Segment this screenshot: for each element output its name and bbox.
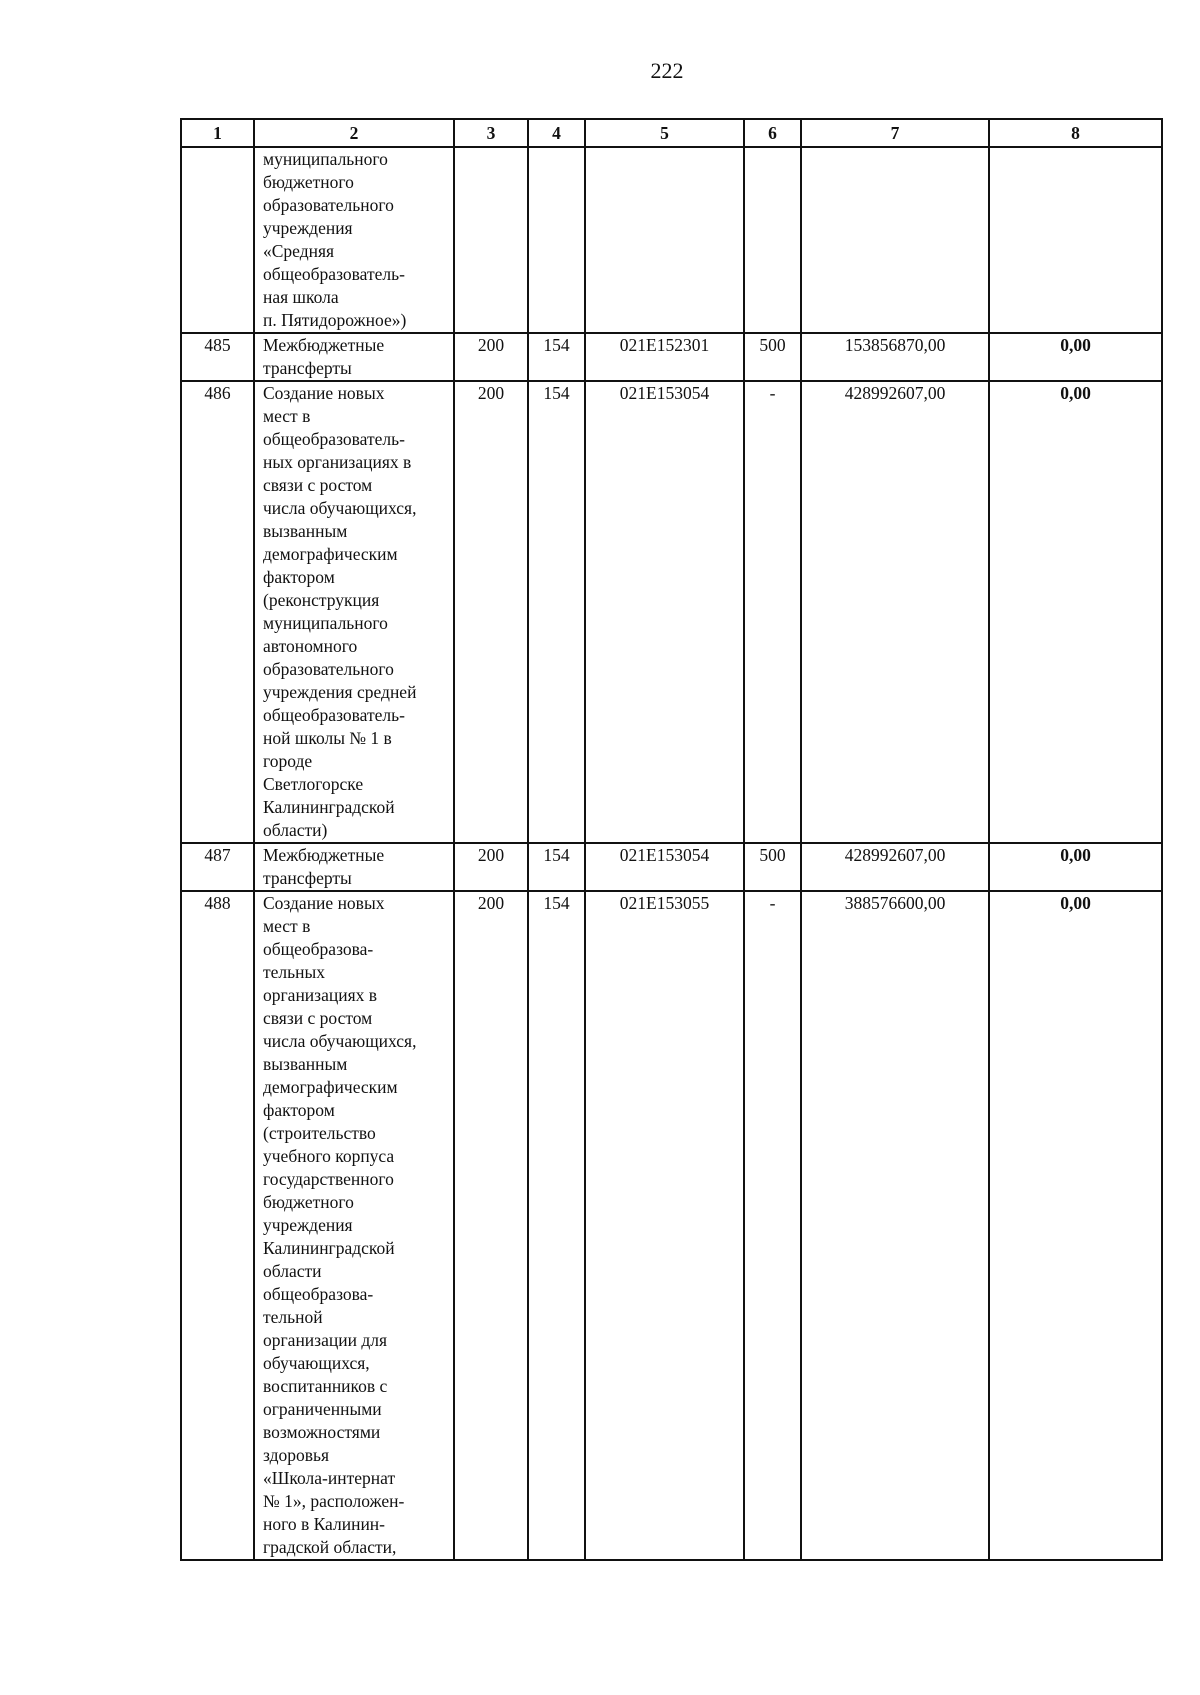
row-name-line: общеобразователь- (263, 705, 405, 725)
row-name (254, 381, 454, 843)
row-name-line: № 1», расположен- (263, 1491, 405, 1511)
row-number (181, 147, 254, 333)
row-name-line: Межбюджетные (263, 845, 385, 865)
row-name-line: организациях в (263, 985, 378, 1005)
row-name-line: связи с ростом (263, 1008, 373, 1028)
header-col-2: 2 (254, 119, 454, 147)
row-name-line: ная школа (263, 287, 339, 307)
table-header-row (181, 119, 1162, 147)
table-row (181, 147, 1162, 333)
row-name-line: числа обучающихся, (263, 1031, 417, 1051)
row-name-line: трансферты (263, 358, 352, 378)
row-name-line: общеобразова- (263, 1284, 374, 1304)
row-name-line: ного в Калинин- (263, 1514, 386, 1534)
row-col-7: 428992607,00 (801, 381, 989, 843)
row-name-line: ной школы № 1 в (263, 728, 392, 748)
row-name-line: городе (263, 751, 313, 771)
header-col-5: 5 (585, 119, 744, 147)
table-row (181, 891, 1162, 1560)
row-name-line: связи с ростом (263, 475, 373, 495)
row-name-line: образовательного (263, 195, 394, 215)
row-name-line: тельной (263, 1307, 323, 1327)
row-name-line: (реконструкция (263, 590, 380, 610)
row-col-8: 0,00 (989, 381, 1162, 843)
row-name (254, 843, 454, 891)
row-number: 488 (181, 891, 254, 1560)
row-name-line: Межбюджетные (263, 335, 385, 355)
row-name-line: возможностями (263, 1422, 381, 1442)
row-name-line: фактором (263, 1100, 335, 1120)
row-name-line: «Средняя (263, 241, 335, 261)
row-name-line: автономного (263, 636, 358, 656)
row-name-line: учреждения (263, 218, 353, 238)
row-col-4: 154 (528, 843, 585, 891)
row-name-line: Создание новых (263, 893, 385, 913)
row-name-line: градской области, (263, 1537, 397, 1557)
row-name-line: общеобразова- (263, 939, 374, 959)
row-name-line: мест в (263, 916, 311, 936)
row-col-6: - (744, 381, 801, 843)
row-col-5: 021E153055 (585, 891, 744, 1560)
row-col-3: 200 (454, 891, 528, 1560)
row-col-6: - (744, 891, 801, 1560)
row-name-line: учреждения (263, 1215, 353, 1235)
row-col-4 (528, 147, 585, 333)
row-name-line: (строительство (263, 1123, 376, 1143)
row-name-line: Калининградской (263, 1238, 395, 1258)
row-col-8 (989, 147, 1162, 333)
row-col-4: 154 (528, 381, 585, 843)
row-name-line: муниципального (263, 613, 388, 633)
table-row (181, 333, 1162, 381)
row-name-line: демографическим (263, 544, 398, 564)
row-name-line: организации для (263, 1330, 388, 1350)
row-name-line: общеобразователь- (263, 264, 405, 284)
row-number: 485 (181, 333, 254, 381)
row-col-3: 200 (454, 843, 528, 891)
row-number: 486 (181, 381, 254, 843)
row-name-line: тельных (263, 962, 326, 982)
row-col-5: 021E153054 (585, 381, 744, 843)
page-number: 222 (650, 58, 684, 83)
row-name-line: бюджетного (263, 172, 354, 192)
row-col-3: 200 (454, 333, 528, 381)
row-name-line: муниципального (263, 149, 388, 169)
row-name-line: обучающихся, (263, 1353, 370, 1373)
row-name-line: образовательного (263, 659, 394, 679)
row-col-6: 500 (744, 333, 801, 381)
header-col-6: 6 (744, 119, 801, 147)
row-name-line: общеобразователь- (263, 429, 405, 449)
header-col-1: 1 (181, 119, 254, 147)
header-col-4: 4 (528, 119, 585, 147)
row-col-8: 0,00 (989, 333, 1162, 381)
row-col-5: 021E153054 (585, 843, 744, 891)
row-name-line: учреждения средней (263, 682, 417, 702)
row-name-line: государственного (263, 1169, 394, 1189)
row-name-line: Калининградской (263, 797, 395, 817)
row-col-7: 388576600,00 (801, 891, 989, 1560)
row-name (254, 891, 454, 1560)
row-name-line: области (263, 1261, 322, 1281)
row-name-line: бюджетного (263, 1192, 354, 1212)
row-name-line: вызванным (263, 521, 348, 541)
header-col-7: 7 (801, 119, 989, 147)
row-name-line: ных организациях в (263, 452, 412, 472)
row-name-line: п. Пятидорожное») (263, 310, 407, 330)
row-col-4: 154 (528, 891, 585, 1560)
row-name-line: Создание новых (263, 383, 385, 403)
table-row (181, 381, 1162, 843)
row-col-8: 0,00 (989, 843, 1162, 891)
header-col-8: 8 (989, 119, 1162, 147)
row-col-6 (744, 147, 801, 333)
table-row (181, 843, 1162, 891)
row-number: 487 (181, 843, 254, 891)
row-name-line: демографическим (263, 1077, 398, 1097)
row-col-6: 500 (744, 843, 801, 891)
row-name-line: мест в (263, 406, 311, 426)
row-name-line: трансферты (263, 868, 352, 888)
header-col-3: 3 (454, 119, 528, 147)
row-name (254, 333, 454, 381)
row-col-7 (801, 147, 989, 333)
row-name-line: ограниченными (263, 1399, 382, 1419)
row-name-line: Светлогорске (263, 774, 364, 794)
row-col-3: 200 (454, 381, 528, 843)
row-name-line: области) (263, 820, 328, 840)
row-name-line: здоровья (263, 1445, 330, 1465)
row-name-line: учебного корпуса (263, 1146, 395, 1166)
row-col-7: 153856870,00 (801, 333, 989, 381)
row-name (254, 147, 454, 333)
row-col-3 (454, 147, 528, 333)
row-col-5: 021E152301 (585, 333, 744, 381)
row-col-7: 428992607,00 (801, 843, 989, 891)
row-col-4: 154 (528, 333, 585, 381)
row-name-line: «Школа-интернат (263, 1468, 396, 1488)
row-name-line: воспитанников с (263, 1376, 388, 1396)
row-name-line: числа обучающихся, (263, 498, 417, 518)
row-col-8: 0,00 (989, 891, 1162, 1560)
row-col-5 (585, 147, 744, 333)
row-name-line: фактором (263, 567, 335, 587)
budget-table (180, 118, 1163, 1561)
row-name-line: вызванным (263, 1054, 348, 1074)
